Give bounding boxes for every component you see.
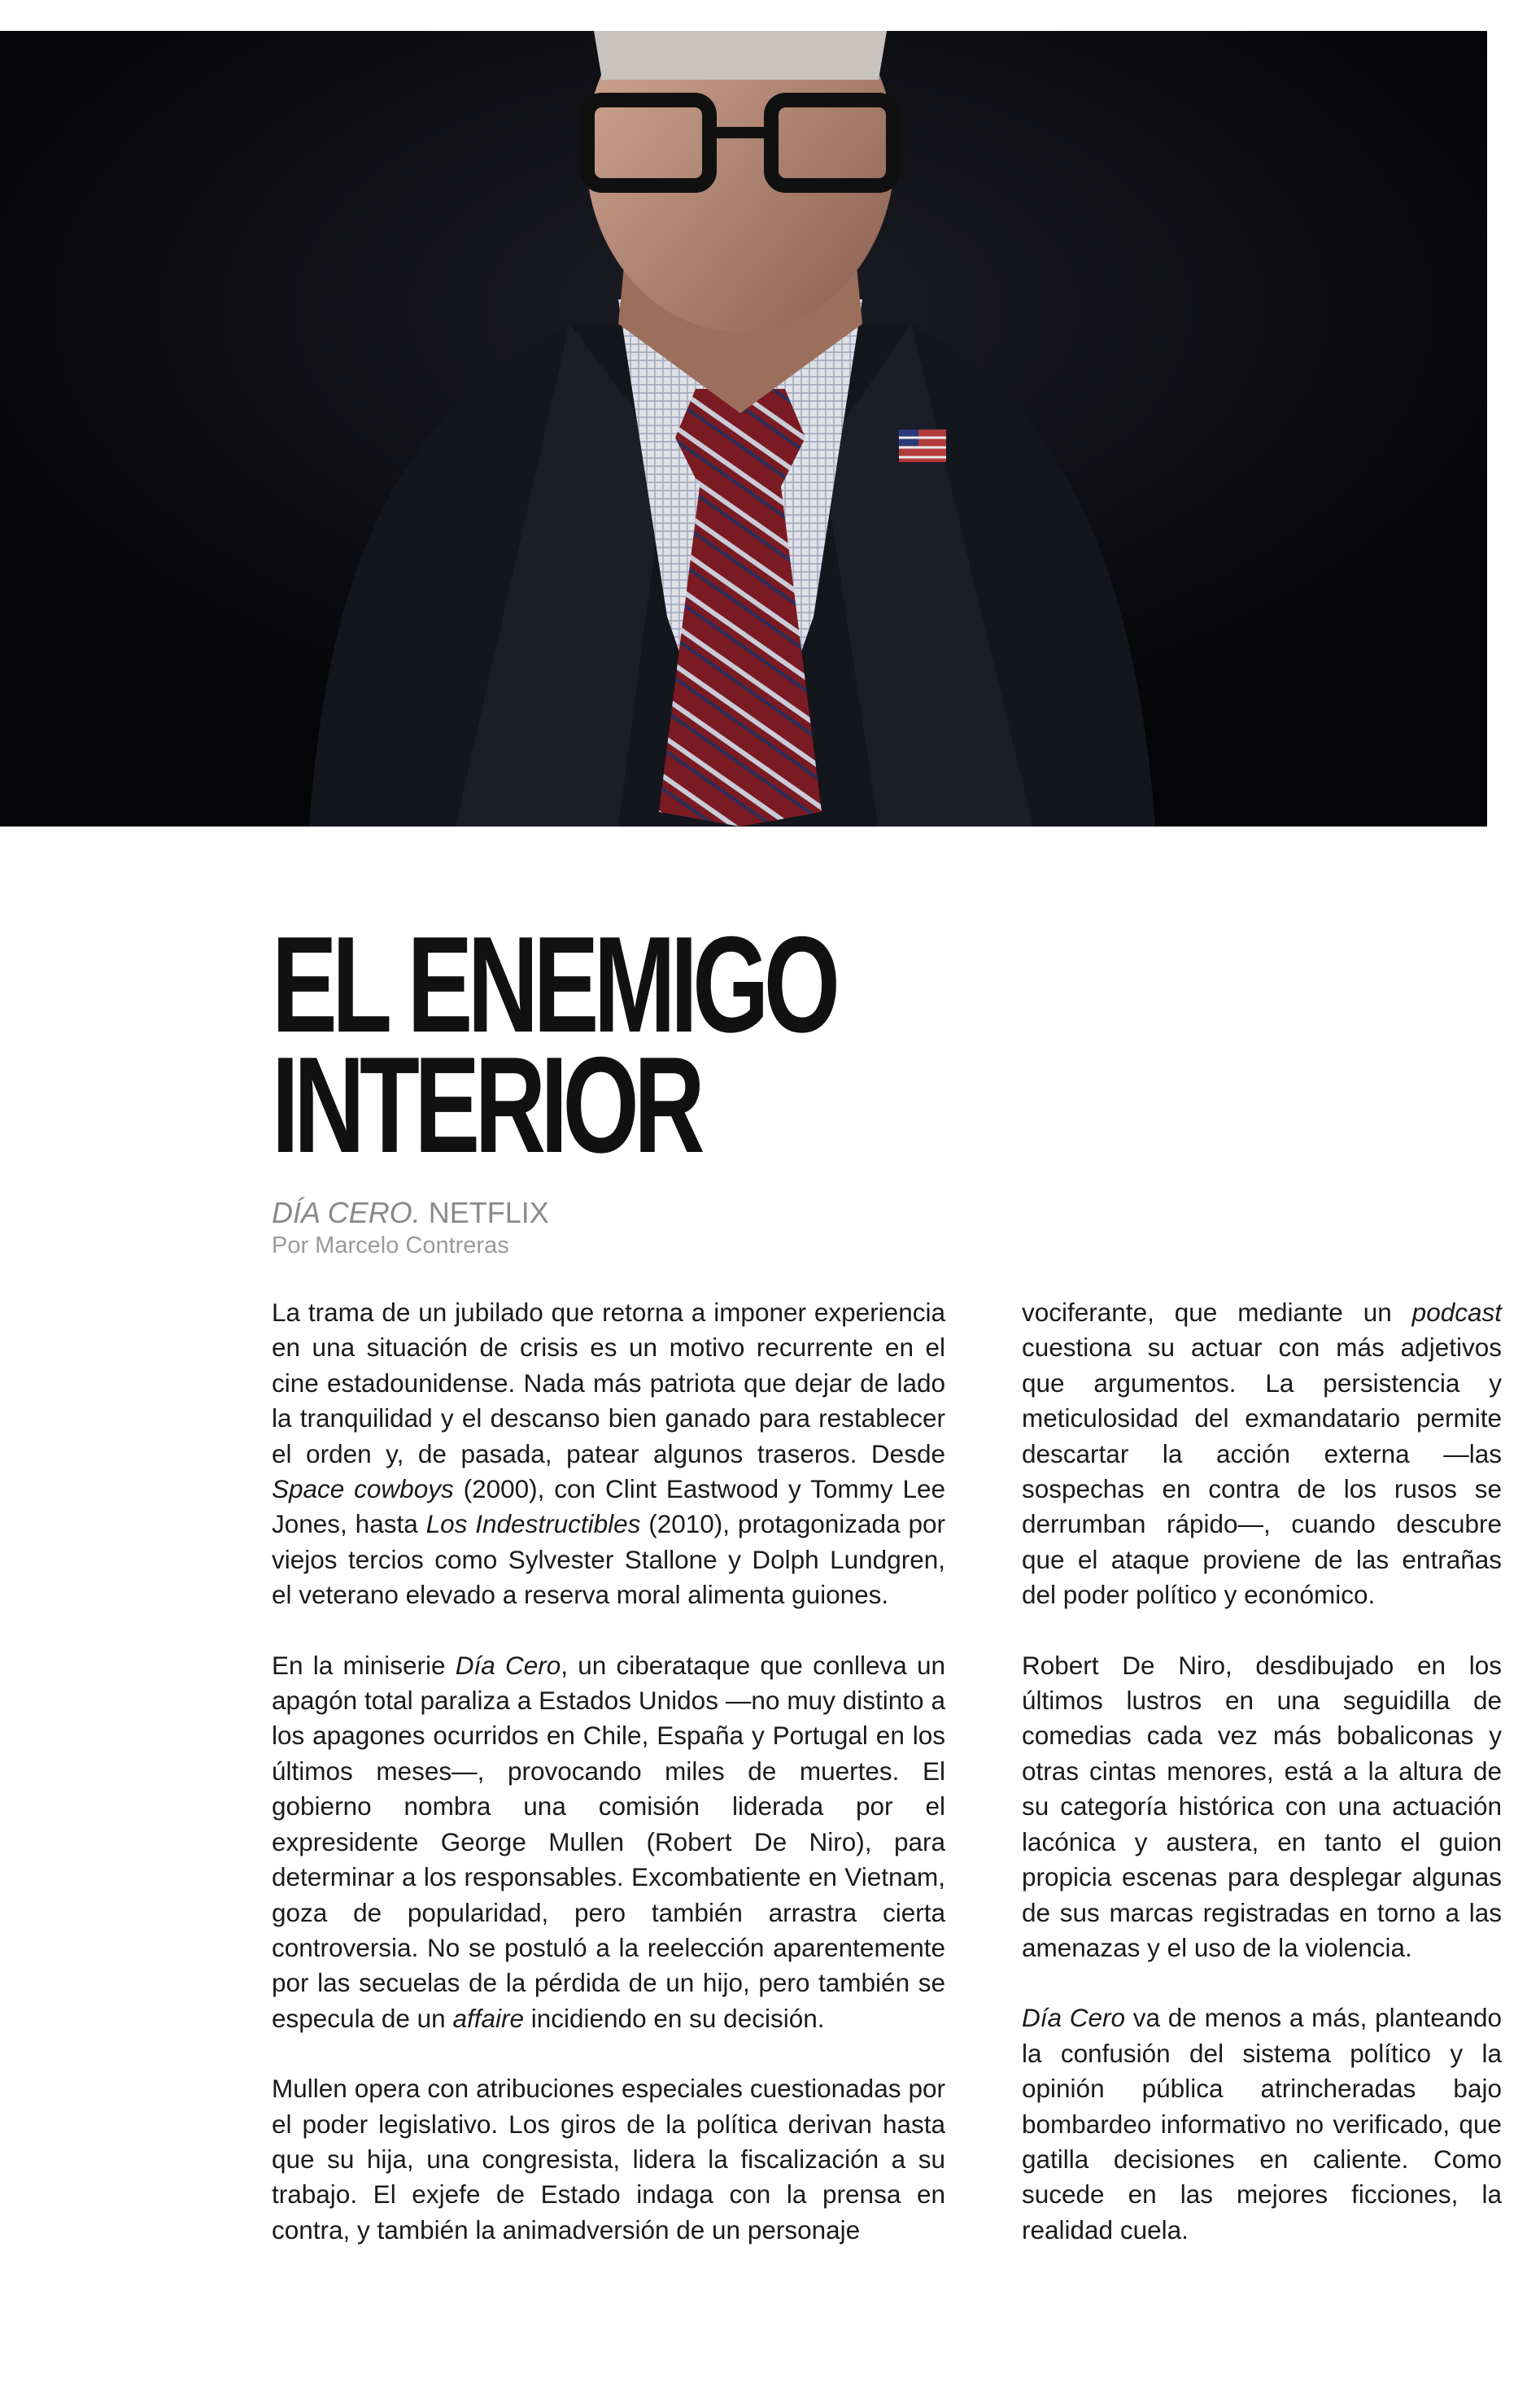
- article-kicker: [272, 1196, 549, 1230]
- hero-photo: [0, 31, 1487, 827]
- article-title: [272, 908, 835, 1181]
- paragraph: Día Cero va de menos a más, planteando la confusión del sistema político y la opinión pública atrincheradas bajo bombardeo informativo no verificado, que gatilla decisiones en caliente. Como sucede en las mejores ficciones, la realidad cuela.: [1022, 2003, 1503, 2245]
- show-name: DÍA CERO.: [272, 1196, 421, 1229]
- paragraph: Robert De Niro, desdibujado en los últimos lustros en una seguidilla de comedias cada vez más bobaliconas y otras cintas menores, está a la altura de su categoría histórica con una actuación lacónica y austera, en tanto el guion propicia escenas para desplegar algunas de sus marcas registradas en torno a las amenazas y el uso de la violencia.: [1022, 1650, 1502, 1962]
- title-line-2: INTERIOR: [272, 1028, 700, 1181]
- paragraph: La trama de un jubilado que retorna a imponer experiencia en una situación de crisis es un motivo recurrente en el cine estadounidense. Nada más patriota que dejar de lado la tranquilidad y el descanso bien ganado para restablecer el orden y, de pasada, patear algunos traseros. Desde Space cowboys (2000), con Clint Eastwood y Tommy Lee Jones, hasta Los Indestructibles (2010), protagonizada por viejos tercios como Sylvester Stallone y Dolph Lundgren, el veterano elevado a reserva moral alimenta guiones.: [272, 1298, 945, 1610]
- paragraph: Mullen opera con atribuciones especiales cuestionadas por el poder legislativo. Los giros de la política derivan hasta que su hija, una congresista, lidera la fiscalización a su trabajo. El exjefe de Estado indaga con la prensa en contra, y también la animadversión de un personaje: [272, 2074, 945, 2245]
- title-line-1: EL ENEMIGO: [272, 908, 835, 1061]
- portrait-illustration: [0, 31, 1487, 827]
- body-column-left: [272, 1295, 945, 2283]
- byline: Por Marcelo Contreras: [272, 1232, 509, 1259]
- paragraph: En la miniserie Día Cero, un ciberataque que conlleva un apagón total paraliza a Estados Unidos —no muy distinto a los apagones ocurridos en Chile, España y Portugal en los últimos meses—, provocando miles de muertes. El gobierno nombra una comisión liderada por el expresidente George Mullen (Robert De Niro), para determinar a los responsables. Excombatiente en Vietnam, goza de popularidad, pero también arrastra cierta controversia. No se postuló a la reelección aparentemente por las secuelas de la pérdida de un hijo, pero también se especula de un affaire incidiendo en su decisión.: [272, 1650, 946, 2033]
- platform-name: NETFLIX: [420, 1196, 549, 1229]
- body-column-right: [1022, 1295, 1502, 2283]
- paragraph: vociferante, que mediante un podcast cuestiona su actuar con más adjetivos que argumentos. La persistencia y meticulosidad del exmandatario permite descartar la acción externa —las sospechas en contra de los rusos se derrumban rápido—, cuando descubre que el ataque proviene de las entrañas del poder político y económico.: [1022, 1298, 1502, 1610]
